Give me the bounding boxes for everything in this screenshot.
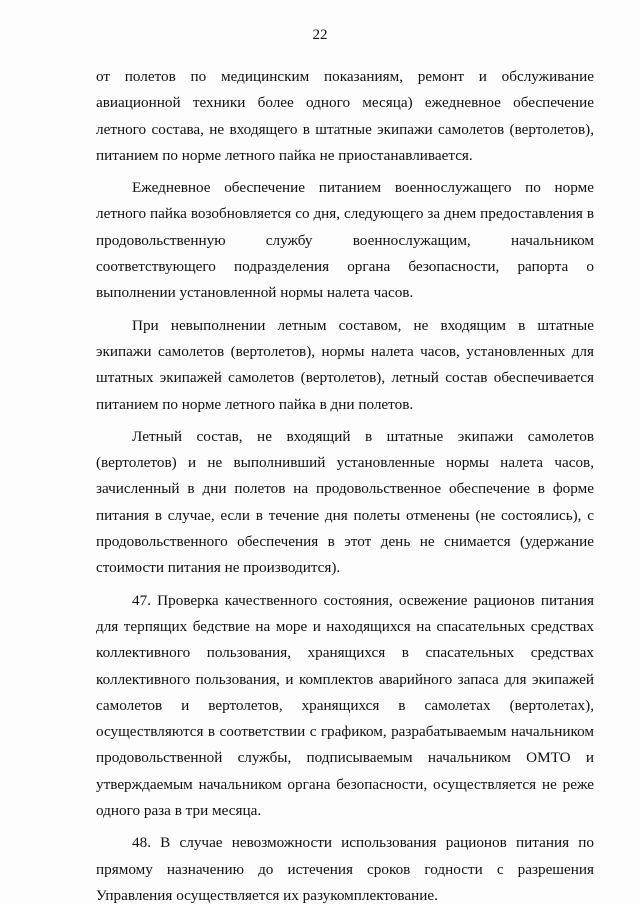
paragraph-flight-days: При невыполнении летным составом, не входящим в штатные экипажи самолетов (вертолетов), нормы налета часов, установленных для штатных экипажей самолетов (вертолетов), летный состав обеспечивается питанием по норме летного пайка в дни полетов. <box>96 316 594 413</box>
paragraph-continuation: от полетов по медицинским показаниям, ремонт и обслуживание авиационной техники более одного месяца) ежедневное обеспечение летного состава, не входящего в штатные экипажи самолетов (вертолетов), питанием по норме летного пайка не приостанавливается. <box>96 68 594 164</box>
paragraph-item-47: 47. Проверка качественного состояния, освежение рационов питания для терпящих бедствие на море и находящихся на спасательных средствах коллективного пользования, хранящихся в спасательных средствах коллективного пользования, и комплектов аварийного запаса для экипажей самолетов и вертолетов, хранящихся в самолетах (вертолетах), осуществляются в соответствии с графиком, разрабатываемым начальником продовольственной службы, подписываемым начальником ОМТО и утверждаемым начальником органа безопасности, осуществляется не реже одного раза в три месяца. <box>96 591 594 820</box>
page-number: 22 <box>312 27 328 43</box>
paragraph-meal-resumption: Ежедневное обеспечение питанием военнослужащего по норме летного пайка возобновляется со дня, следующего за днем предоставления в продовольственную службу военнослужащим, начальником соответствующего подразделения органа безопасности, рапорта о выполнении установленной нормы налета часов. <box>96 179 594 302</box>
document-body <box>96 64 594 909</box>
paragraph-item-48: 48. В случае невозможности использования рационов питания по прямому назначению до истечения сроков годности с разрешения Управления осуществляется их разукомплектование. <box>96 834 594 904</box>
paragraph-flight-staff: Летный состав, не входящий в штатные экипажи самолетов (вертолетов) и не выполнивший установленные нормы налета часов, зачисленный в дни полетов на продовольственное обеспечение в форме питания в случае, если в течение дня полеты отменены (не состоялись), с продовольственного обеспечения в этот день не снимается (удержание стоимости питания не производится). <box>96 427 594 577</box>
